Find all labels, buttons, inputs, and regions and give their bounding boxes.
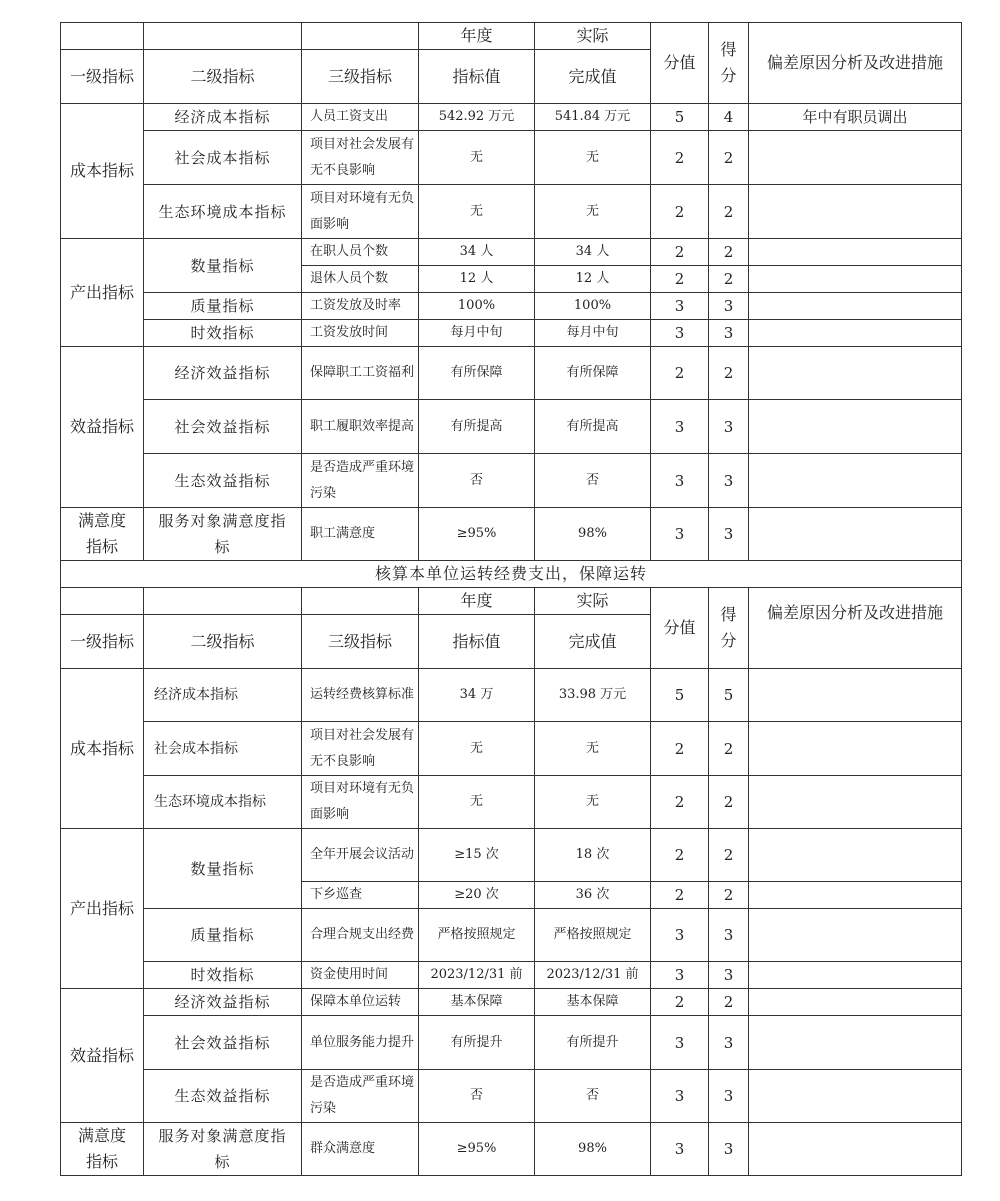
table-row	[61, 1070, 962, 1123]
header-row-top	[61, 588, 962, 615]
score-cell: 3	[709, 1070, 749, 1123]
level1-output: 产出指标	[61, 239, 144, 347]
header-empty-cell	[302, 588, 419, 615]
deviation-cell	[749, 293, 962, 320]
actual-cell: 否	[535, 1070, 651, 1123]
level2-cell: 社会成本指标	[144, 131, 302, 185]
actual-cell: 100%	[535, 293, 651, 320]
score-cell: 2	[709, 266, 749, 293]
actual-cell: 34 人	[535, 239, 651, 266]
value-cell: 2	[651, 239, 709, 266]
header-empty-cell	[144, 588, 302, 615]
level3-cell: 项目对社会发展有无不良影响	[302, 722, 419, 776]
target-cell: 无	[419, 776, 535, 829]
header-level3: 三级指标	[302, 615, 419, 669]
target-cell: 否	[419, 1070, 535, 1123]
value-cell: 3	[651, 1070, 709, 1123]
score-cell: 4	[709, 104, 749, 131]
table-row	[61, 909, 962, 962]
value-cell: 3	[651, 508, 709, 561]
deviation-cell	[749, 347, 962, 400]
level3-cell: 资金使用时间	[302, 962, 419, 989]
level3-cell: 是否造成严重环境污染	[302, 454, 419, 508]
actual-cell: 无	[535, 776, 651, 829]
header-level3: 三级指标	[302, 50, 419, 104]
header-annual: 年度	[419, 23, 535, 50]
score-cell: 3	[709, 1016, 749, 1070]
score-cell: 2	[709, 347, 749, 400]
score-cell: 3	[709, 454, 749, 508]
score-cell: 3	[709, 962, 749, 989]
level1-cost: 成本指标	[61, 104, 144, 239]
target-cell: 有所保障	[419, 347, 535, 400]
deviation-cell	[749, 454, 962, 508]
level1-benefit: 效益指标	[61, 989, 144, 1123]
target-cell: 542.92 万元	[419, 104, 535, 131]
score-cell: 3	[709, 293, 749, 320]
level3-cell: 工资发放时间	[302, 320, 419, 347]
level3-cell: 保障职工工资福利	[302, 347, 419, 400]
deviation-cell	[749, 266, 962, 293]
actual-cell: 98%	[535, 1123, 651, 1176]
actual-cell: 2023/12/31 前	[535, 962, 651, 989]
deviation-cell	[749, 989, 962, 1016]
deviation-cell	[749, 1070, 962, 1123]
level2-cell: 质量指标	[144, 909, 302, 962]
score-cell: 3	[709, 508, 749, 561]
value-cell: 3	[651, 320, 709, 347]
header-empty-cell	[61, 23, 144, 50]
actual-cell: 36 次	[535, 882, 651, 909]
table-row	[61, 669, 962, 722]
level2-cell: 生态环境成本指标	[144, 776, 302, 829]
actual-cell: 无	[535, 185, 651, 239]
header-empty-cell	[144, 23, 302, 50]
table-row	[61, 962, 962, 989]
header-completed: 完成值	[535, 50, 651, 104]
value-cell: 2	[651, 185, 709, 239]
value-cell: 2	[651, 266, 709, 293]
value-cell: 2	[651, 131, 709, 185]
level2-cell: 数量指标	[144, 829, 302, 909]
deviation-cell	[749, 320, 962, 347]
deviation-cell	[749, 882, 962, 909]
level2-cell: 时效指标	[144, 962, 302, 989]
value-cell: 3	[651, 400, 709, 454]
target-cell: 34 万	[419, 669, 535, 722]
value-cell: 3	[651, 962, 709, 989]
actual-cell: 否	[535, 454, 651, 508]
target-cell: 2023/12/31 前	[419, 962, 535, 989]
header-completed: 完成值	[535, 615, 651, 669]
actual-cell: 有所提高	[535, 400, 651, 454]
header-target: 指标值	[419, 615, 535, 669]
level2-cell: 生态效益指标	[144, 1070, 302, 1123]
header-score-value: 分值	[651, 588, 709, 669]
table-row	[61, 1123, 962, 1176]
value-cell: 2	[651, 722, 709, 776]
target-cell: 无	[419, 722, 535, 776]
level3-cell: 在职人员个数	[302, 239, 419, 266]
header-deviation: 偏差原因分析及改进措施	[749, 23, 962, 104]
header-level2: 二级指标	[144, 615, 302, 669]
header-annual: 年度	[419, 588, 535, 615]
level3-cell: 退休人员个数	[302, 266, 419, 293]
value-cell: 5	[651, 104, 709, 131]
level2-cell: 生态效益指标	[144, 454, 302, 508]
deviation-cell	[749, 669, 962, 722]
performance-table	[60, 22, 962, 1176]
section-title: 核算本单位运转经费支出，保障运转	[61, 561, 962, 588]
deviation-cell	[749, 722, 962, 776]
level3-cell: 项目对环境有无负面影响	[302, 776, 419, 829]
score-cell: 3	[709, 400, 749, 454]
score-cell: 2	[709, 239, 749, 266]
deviation-cell	[749, 185, 962, 239]
level3-cell: 项目对社会发展有无不良影响	[302, 131, 419, 185]
level3-cell: 全年开展会议活动	[302, 829, 419, 882]
level2-cell: 数量指标	[144, 239, 302, 293]
level3-cell: 人员工资支出	[302, 104, 419, 131]
table-row	[61, 239, 962, 266]
header-score-value: 分值	[651, 23, 709, 104]
value-cell: 3	[651, 1123, 709, 1176]
level1-benefit: 效益指标	[61, 347, 144, 508]
level3-cell: 职工满意度	[302, 508, 419, 561]
level3-cell: 合理合规支出经费	[302, 909, 419, 962]
header-score: 得分	[709, 588, 749, 669]
header-target: 指标值	[419, 50, 535, 104]
header-empty-cell	[61, 588, 144, 615]
deviation-cell	[749, 239, 962, 266]
header-deviation: 偏差原因分析及改进措施	[749, 588, 962, 669]
table-row	[61, 454, 962, 508]
value-cell: 3	[651, 454, 709, 508]
actual-cell: 基本保障	[535, 989, 651, 1016]
level3-cell: 运转经费核算标准	[302, 669, 419, 722]
value-cell: 3	[651, 1016, 709, 1070]
level2-cell: 社会效益指标	[144, 1016, 302, 1070]
table-row	[61, 508, 962, 561]
table-row	[61, 104, 962, 131]
value-cell: 5	[651, 669, 709, 722]
actual-cell: 18 次	[535, 829, 651, 882]
level3-cell: 工资发放及时率	[302, 293, 419, 320]
actual-cell: 有所保障	[535, 347, 651, 400]
actual-cell: 无	[535, 131, 651, 185]
header-empty-cell	[302, 23, 419, 50]
target-cell: ≥20 次	[419, 882, 535, 909]
level3-cell: 项目对环境有无负面影响	[302, 185, 419, 239]
level2-cell: 生态环境成本指标	[144, 185, 302, 239]
level2-cell: 经济成本指标	[144, 104, 302, 131]
level2-cell: 社会成本指标	[144, 722, 302, 776]
level3-cell: 保障本单位运转	[302, 989, 419, 1016]
actual-cell: 每月中旬	[535, 320, 651, 347]
target-cell: 34 人	[419, 239, 535, 266]
deviation-cell	[749, 1016, 962, 1070]
level2-cell: 服务对象满意度指标	[144, 1123, 302, 1176]
actual-cell: 12 人	[535, 266, 651, 293]
score-cell: 3	[709, 909, 749, 962]
target-cell: 否	[419, 454, 535, 508]
target-cell: ≥95%	[419, 508, 535, 561]
deviation-cell	[749, 508, 962, 561]
target-cell: 12 人	[419, 266, 535, 293]
target-cell: 无	[419, 131, 535, 185]
actual-cell: 严格按照规定	[535, 909, 651, 962]
table-row	[61, 347, 962, 400]
deviation-cell	[749, 829, 962, 882]
table-row	[61, 185, 962, 239]
target-cell: 严格按照规定	[419, 909, 535, 962]
table-row	[61, 829, 962, 882]
target-cell: 基本保障	[419, 989, 535, 1016]
table-row	[61, 989, 962, 1016]
score-cell: 2	[709, 989, 749, 1016]
level3-cell: 群众满意度	[302, 1123, 419, 1176]
target-cell: ≥95%	[419, 1123, 535, 1176]
actual-cell: 33.98 万元	[535, 669, 651, 722]
deviation-cell	[749, 909, 962, 962]
target-cell: 100%	[419, 293, 535, 320]
score-cell: 3	[709, 1123, 749, 1176]
table-row	[61, 131, 962, 185]
score-cell: 2	[709, 185, 749, 239]
target-cell: 有所提高	[419, 400, 535, 454]
level2-cell: 服务对象满意度指标	[144, 508, 302, 561]
level3-cell: 是否造成严重环境污染	[302, 1070, 419, 1123]
level1-satisfaction: 满意度指标	[61, 1123, 144, 1176]
score-cell: 2	[709, 882, 749, 909]
value-cell: 2	[651, 347, 709, 400]
actual-cell: 无	[535, 722, 651, 776]
table-row	[61, 1016, 962, 1070]
value-cell: 2	[651, 776, 709, 829]
target-cell: ≥15 次	[419, 829, 535, 882]
header-score: 得分	[709, 23, 749, 104]
value-cell: 2	[651, 989, 709, 1016]
header-actual: 实际	[535, 588, 651, 615]
actual-cell: 541.84 万元	[535, 104, 651, 131]
level2-cell: 经济效益指标	[144, 989, 302, 1016]
level3-cell: 下乡巡查	[302, 882, 419, 909]
table-row	[61, 722, 962, 776]
level1-output: 产出指标	[61, 829, 144, 989]
level1-cost: 成本指标	[61, 669, 144, 829]
deviation-cell	[749, 1123, 962, 1176]
deviation-cell	[749, 400, 962, 454]
deviation-cell	[749, 776, 962, 829]
level1-satisfaction: 满意度指标	[61, 508, 144, 561]
header-level1: 一级指标	[61, 50, 144, 104]
level2-cell: 时效指标	[144, 320, 302, 347]
score-cell: 2	[709, 829, 749, 882]
level2-cell: 质量指标	[144, 293, 302, 320]
target-cell: 每月中旬	[419, 320, 535, 347]
deviation-cell	[749, 962, 962, 989]
deviation-cell	[749, 131, 962, 185]
header-level1: 一级指标	[61, 615, 144, 669]
level3-cell: 单位服务能力提升	[302, 1016, 419, 1070]
table-row	[61, 776, 962, 829]
score-cell: 2	[709, 722, 749, 776]
score-cell: 3	[709, 320, 749, 347]
table-row	[61, 320, 962, 347]
actual-cell: 有所提升	[535, 1016, 651, 1070]
header-level2: 二级指标	[144, 50, 302, 104]
header-row-top	[61, 23, 962, 50]
table-row	[61, 293, 962, 320]
level2-cell: 社会效益指标	[144, 400, 302, 454]
table-row	[61, 400, 962, 454]
actual-cell: 98%	[535, 508, 651, 561]
score-cell: 2	[709, 776, 749, 829]
level2-cell: 经济成本指标	[144, 669, 302, 722]
target-cell: 有所提升	[419, 1016, 535, 1070]
score-cell: 2	[709, 131, 749, 185]
score-cell: 5	[709, 669, 749, 722]
value-cell: 2	[651, 882, 709, 909]
value-cell: 3	[651, 293, 709, 320]
header-actual: 实际	[535, 23, 651, 50]
deviation-cell: 年中有职员调出	[749, 104, 962, 131]
section-title-row	[61, 561, 962, 588]
level3-cell: 职工履职效率提高	[302, 400, 419, 454]
target-cell: 无	[419, 185, 535, 239]
level2-cell: 经济效益指标	[144, 347, 302, 400]
value-cell: 2	[651, 829, 709, 882]
value-cell: 3	[651, 909, 709, 962]
